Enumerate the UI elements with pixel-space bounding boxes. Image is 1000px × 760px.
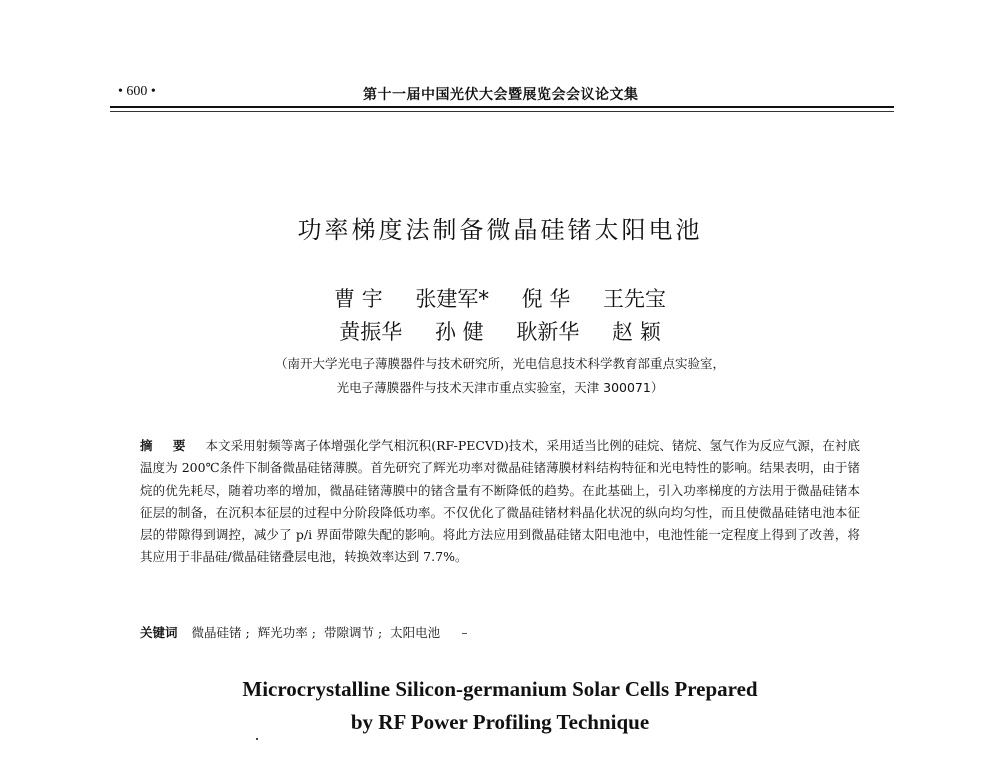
stray-mark: [462, 633, 467, 634]
author-name: 孙 健: [434, 320, 484, 344]
paper-title: 功率梯度法制备微晶硅锗太阳电池: [297, 216, 703, 244]
author-name: 黄振华: [339, 320, 403, 344]
keywords-label: 关键词: [140, 625, 178, 640]
keyword: 带隙调节: [323, 625, 374, 640]
author-name: 张建军*: [415, 287, 489, 311]
keyword: 太阳电池: [390, 625, 441, 640]
author-name: 耿新华: [516, 320, 580, 344]
author-name: 赵 颖: [612, 320, 661, 344]
english-title-line-1: Microcrystalline Silicon-germanium Solar Cells Prepared: [242, 677, 758, 701]
abstract-text: 本文采用射频等离子体增强化学气相沉积(RF-PECVD)技术，采用适当比例的硅烷、锗烷、氢气作为反应气源，在衬底温度为 200℃条件下制备微晶硅锗薄膜。首先研究了辉光功率对微晶硅锗薄膜材料结构特征和光电特性的影响。结果表明，由于锗烷的优先耗尽，随着功率的增加，微晶硅锗薄膜中的锗含量有不断降低的趋势。在此基础上，引入功率梯度的方法用于微晶硅锗本征层的制备，在沉积本征层的过程中分阶段降低功率。不仅优化了微晶硅锗材料晶化状况的纵向均匀性，而且使微晶硅锗电池本征层的带隙得到调控，减少了 p/i 界面带隙失配的影响。将此方法应用到微晶硅锗太阳电池中，电池性能一定程度上得到了改善，将其应用于非晶硅/微晶硅锗叠层电池，转换效率达到 7.7%。: [140, 438, 860, 565]
author-name: 王先宝: [602, 287, 666, 311]
abstract-label: 摘 要: [140, 438, 194, 453]
english-title-line-2: by RF Power Profiling Technique: [350, 710, 650, 734]
affiliation-line-2: 光电子薄膜器件与技术天津市重点实验室，天津 300071）: [336, 380, 664, 395]
authors-line-1: [0, 283, 1000, 313]
abstract: [140, 435, 860, 569]
keyword: 辉光功率: [257, 625, 308, 640]
header-rule-thin: [110, 111, 894, 112]
running-header: [118, 84, 878, 106]
header-rule-thick: [110, 106, 894, 108]
author-name: 曹 宇: [334, 287, 383, 311]
affiliation-line-1: （南开大学光电子薄膜器件与技术研究所，光电信息技术科学教育部重点实验室，: [274, 356, 725, 371]
authors-line-2: [0, 316, 1000, 346]
conference-title: 第十一届中国光伏大会暨展览会会议论文集: [363, 87, 639, 103]
author-name: 倪 华: [521, 287, 571, 311]
scan-speck: [256, 738, 258, 740]
keywords: 关键词 微晶硅锗 ; 辉光功率 ; 带隙调节 ; 太阳电池: [140, 623, 860, 641]
page-number: • 600 •: [118, 84, 156, 99]
keyword: 微晶硅锗: [191, 625, 242, 640]
